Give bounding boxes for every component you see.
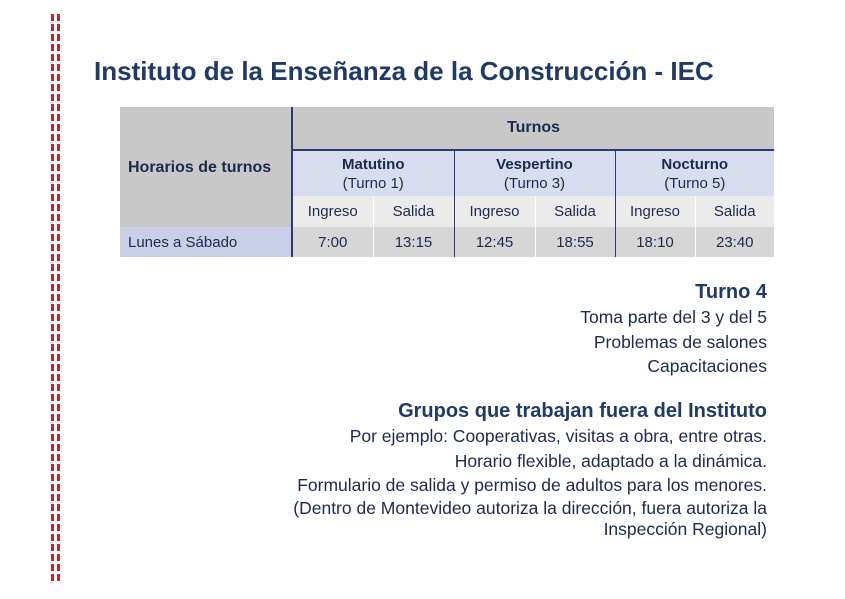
shift-header-vespertino bbox=[454, 150, 615, 196]
cell-matutino-salida: 13:15 bbox=[373, 227, 454, 257]
turno4-line: Capacitaciones bbox=[647, 356, 767, 376]
col-header-ingreso: Ingreso bbox=[292, 196, 373, 227]
turno4-line: Toma parte del 3 y del 5 bbox=[580, 307, 767, 327]
shift-number: (Turno 1) bbox=[342, 174, 404, 192]
cell-vespertino-ingreso: 12:45 bbox=[454, 227, 535, 257]
table-row bbox=[120, 227, 774, 257]
turno4-heading: Turno 4 bbox=[695, 281, 767, 303]
groups-heading: Grupos que trabajan fuera del Instituto bbox=[398, 400, 767, 422]
shift-number: (Turno 3) bbox=[503, 174, 566, 192]
col-header-ingreso: Ingreso bbox=[454, 196, 535, 227]
shift-header-nocturno bbox=[615, 150, 774, 196]
groups-line: Formulario de salida y permiso de adultos para los menores. bbox=[297, 475, 767, 495]
col-header-salida: Salida bbox=[373, 196, 454, 227]
groups-line: Por ejemplo: Cooperativas, visitas a obra, entre otras. bbox=[349, 426, 767, 446]
groups-section bbox=[293, 398, 767, 540]
cell-nocturno-salida: 23:40 bbox=[695, 227, 774, 257]
shift-number: (Turno 5) bbox=[664, 174, 726, 192]
turno4-line: Problemas de salones bbox=[593, 331, 767, 352]
groups-line: Inspección Regional) bbox=[603, 518, 767, 539]
margin-rule-right bbox=[57, 14, 60, 584]
col-header-ingreso: Ingreso bbox=[615, 196, 695, 227]
group-header-turnos: Turnos bbox=[292, 107, 774, 150]
cell-nocturno-ingreso: 18:10 bbox=[615, 227, 695, 257]
shift-name: Vespertino bbox=[496, 155, 573, 173]
row-header: Horarios de turnos bbox=[120, 107, 292, 227]
cell-matutino-ingreso: 7:00 bbox=[292, 227, 373, 257]
groups-line: (Dentro de Montevideo autoriza la dirección, fuera autoriza la bbox=[293, 497, 767, 518]
shift-header-matutino bbox=[292, 150, 454, 196]
shift-name: Nocturno bbox=[661, 155, 729, 173]
margin-rule-left bbox=[51, 14, 54, 584]
groups-line: Horario flexible, adaptado a la dinámica. bbox=[454, 450, 767, 471]
col-header-salida: Salida bbox=[695, 196, 774, 227]
turno4-section bbox=[580, 279, 767, 379]
row-label-days: Lunes a Sábado bbox=[120, 227, 292, 257]
shift-name: Matutino bbox=[342, 155, 405, 173]
shift-schedule-table bbox=[120, 107, 774, 257]
cell-vespertino-salida: 18:55 bbox=[535, 227, 615, 257]
page-title: Instituto de la Enseñanza de la Construcción - IEC bbox=[94, 56, 714, 86]
col-header-salida: Salida bbox=[535, 196, 615, 227]
